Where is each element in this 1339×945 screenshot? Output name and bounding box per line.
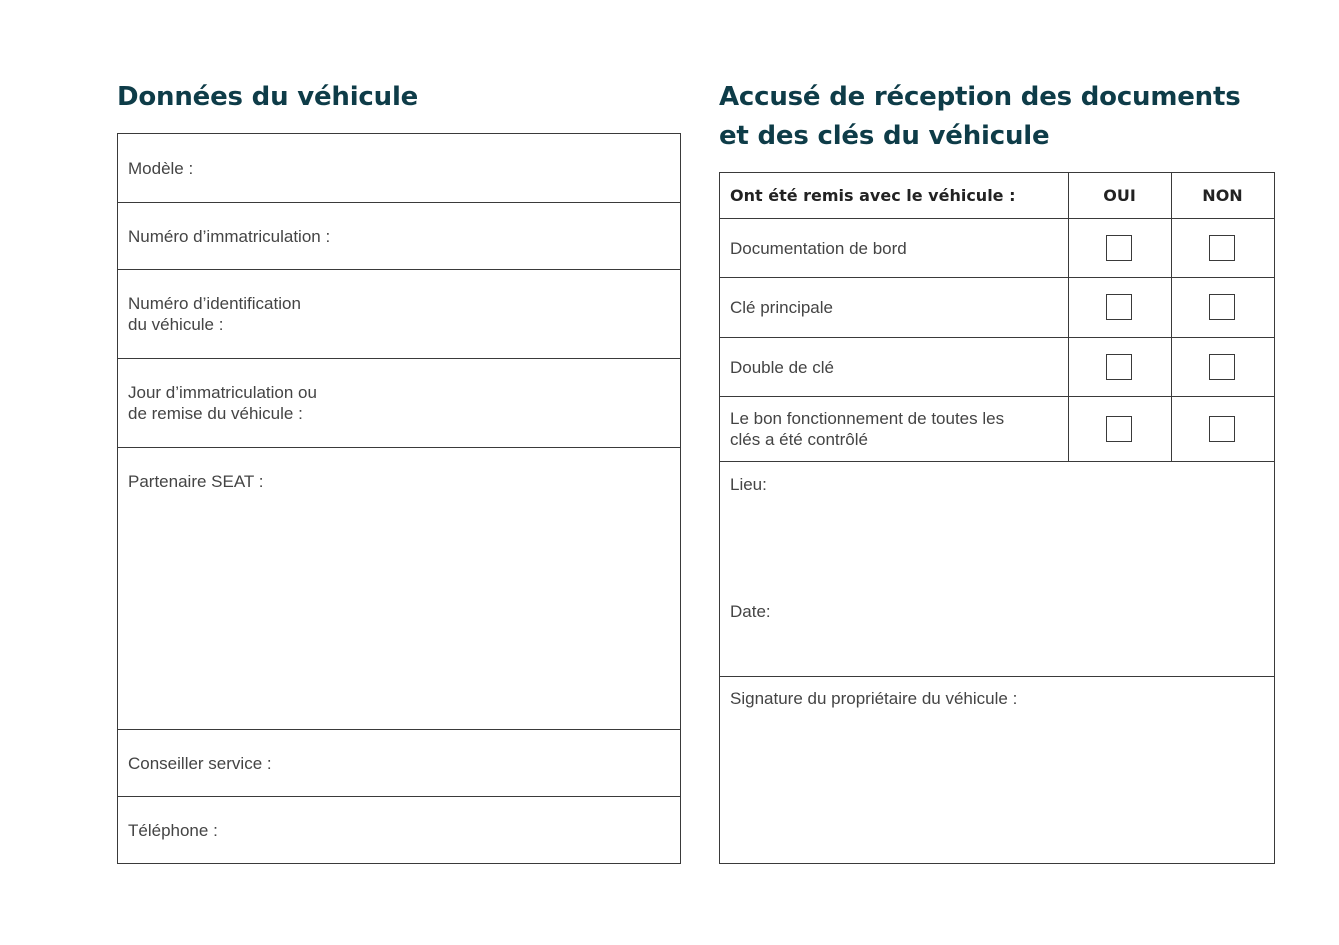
signature-field[interactable]: [720, 676, 1274, 862]
checklist-row: [720, 218, 1274, 277]
signature-label: Signature du propriétaire du véhicule :: [730, 689, 1018, 708]
checklist-row-label: Clé principale: [730, 298, 833, 317]
checklist-row-label: Le bon fonctionnement de toutes les clés a été contrôlé: [730, 409, 1005, 449]
checkbox-no[interactable]: [1209, 354, 1235, 380]
checklist-row-label: Double de clé: [730, 358, 834, 377]
checkbox-no[interactable]: [1209, 416, 1235, 442]
checkbox-no[interactable]: [1209, 235, 1235, 261]
field-registration-number[interactable]: [118, 202, 680, 269]
vehicle-data-form: [117, 133, 681, 864]
field-model[interactable]: [118, 134, 680, 202]
column-header-no: NON: [1202, 186, 1243, 205]
field-service-advisor[interactable]: [118, 729, 680, 796]
column-header-yes: OUI: [1103, 186, 1136, 205]
checklist-row-label: Documentation de bord: [730, 239, 907, 258]
checkbox-yes[interactable]: [1106, 354, 1132, 380]
checklist-header-row: [720, 173, 1274, 218]
field-vehicle-identification-number[interactable]: [118, 269, 680, 358]
field-seat-partner[interactable]: [118, 447, 680, 729]
field-service-advisor-label: Conseiller service :: [128, 754, 272, 773]
vehicle-data-title: Données du véhicule: [117, 82, 419, 112]
date-label: Date:: [730, 602, 771, 621]
checkbox-yes[interactable]: [1106, 235, 1132, 261]
place-date-field[interactable]: [720, 461, 1274, 676]
checkbox-yes[interactable]: [1106, 294, 1132, 320]
field-registration-date-label: Jour d’immatriculation ou de remise du véhicule :: [128, 383, 317, 423]
acknowledgement-title-line1: Accusé de réception des documents: [719, 82, 1241, 112]
checklist-row: [720, 277, 1274, 337]
acknowledgement-title: [719, 78, 1319, 156]
acknowledgement-form: [719, 172, 1275, 864]
checklist-header-label: Ont été remis avec le véhicule :: [730, 186, 1016, 205]
checkbox-yes[interactable]: [1106, 416, 1132, 442]
place-label: Lieu:: [730, 475, 767, 494]
field-vin-label: Numéro d’identification du véhicule :: [128, 294, 301, 334]
field-seat-partner-label: Partenaire SEAT :: [128, 472, 264, 491]
field-phone[interactable]: [118, 796, 680, 863]
field-phone-label: Téléphone :: [128, 821, 218, 840]
field-registration-date[interactable]: [118, 358, 680, 447]
field-registration-number-label: Numéro d’immatriculation :: [128, 227, 331, 246]
checklist-row: [720, 396, 1274, 461]
field-model-label: Modèle :: [128, 159, 194, 178]
acknowledgement-title-line2: et des clés du véhicule: [719, 121, 1050, 151]
checkbox-no[interactable]: [1209, 294, 1235, 320]
checklist-row: [720, 337, 1274, 396]
